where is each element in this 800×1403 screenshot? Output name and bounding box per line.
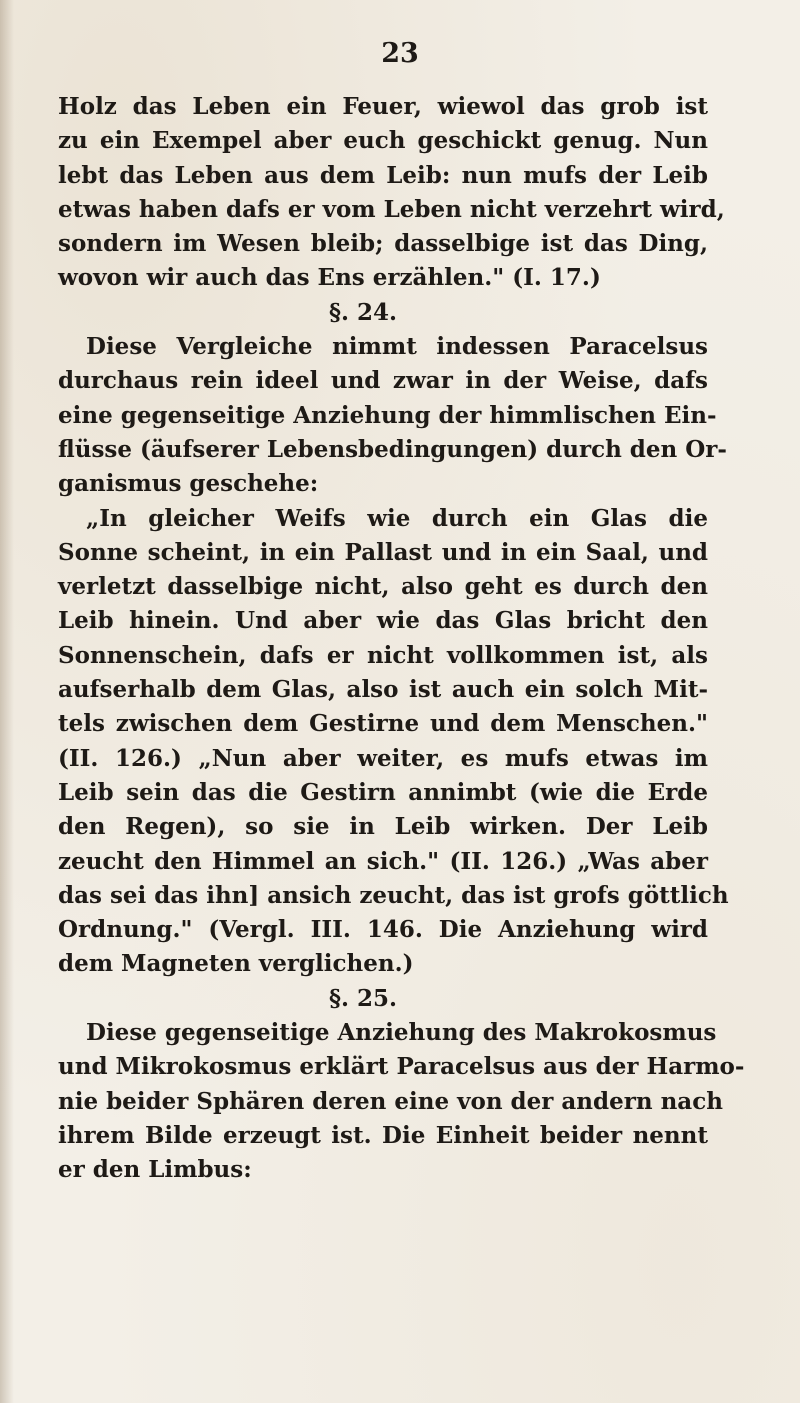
section-heading: §. 25.: [328, 984, 398, 1012]
text-line: und Mikrokosmus erklärt Paracelsus aus der Harmo-: [58, 1053, 745, 1081]
page-spine-shadow: [0, 0, 14, 1403]
text-line: Diese gegenseitige Anziehung des Makrokosmus: [86, 1019, 717, 1047]
text-line: verletzt dasselbige nicht, also geht es durch den: [58, 573, 708, 601]
page-number: 23: [381, 38, 419, 69]
section-heading: §. 24.: [328, 298, 398, 326]
text-line: Holz das Leben ein Feuer, wiewol das grob ist: [58, 93, 708, 120]
text-line: den Regen), so sie in Leib wirken. Der Leib: [58, 813, 708, 841]
text-line: Leib sein das die Gestirn annimbt (wie die Erde: [58, 778, 708, 806]
text-line: das sei das ihn] ansich zeucht, das ist grofs göttlich: [58, 881, 729, 909]
text-line: Diese Vergleiche nimmt indessen Paracelsus: [86, 333, 708, 361]
text-line: etwas haben dafs er vom Leben nicht verzehrt wird,: [58, 195, 725, 223]
text-line: lebt das Leben aus dem Leib: nun mufs der Leib: [58, 161, 708, 189]
text-line: eine gegenseitige Anziehung der himmlischen Ein-: [58, 401, 717, 429]
text-line: ihrem Bilde erzeugt ist. Die Einheit beider nennt: [58, 1121, 708, 1149]
text-line: (II. 126.) „Nun aber weiter, es mufs etwas im: [58, 744, 708, 772]
text-line: dem Magneten verglichen.): [58, 950, 414, 978]
text-line: flüsse (äufserer Lebensbedingungen) durch den Or-: [58, 435, 727, 463]
text-line: er den Limbus:: [58, 1156, 252, 1184]
text-line: Ordnung." (Vergl. III. 146. Die Anziehung wird: [58, 916, 708, 944]
text-line: sondern im Wesen bleib; dasselbige ist das Ding,: [58, 230, 708, 258]
text-line: zeucht den Himmel an sich." (II. 126.) „Was aber: [58, 847, 708, 875]
text-line: tels zwischen dem Gestirne und dem Menschen.": [58, 710, 708, 738]
text-line: zu ein Exempel aber euch geschickt genug. Nun: [58, 127, 708, 155]
body-text: [58, 90, 745, 1188]
text-line: Sonne scheint, in ein Pallast und in ein Saal, und: [58, 538, 708, 566]
text-line: aufserhalb dem Glas, also ist auch ein solch Mit-: [58, 676, 708, 704]
text-line: Leib hinein. Und aber wie das Glas bricht den: [58, 607, 708, 635]
text-line: wovon wir auch das Ens erzählen." (I. 17.): [58, 264, 601, 292]
text-line: „In gleicher Weifs wie durch ein Glas die: [86, 504, 708, 532]
text-line: Sonnenschein, dafs er nicht vollkommen ist, als: [58, 641, 708, 669]
text-line: durchaus rein ideel und zwar in der Weise, dafs: [58, 367, 708, 395]
text-line: nie beider Sphären deren eine von der andern nach: [58, 1087, 723, 1115]
text-line: ganismus geschehe:: [58, 470, 319, 498]
